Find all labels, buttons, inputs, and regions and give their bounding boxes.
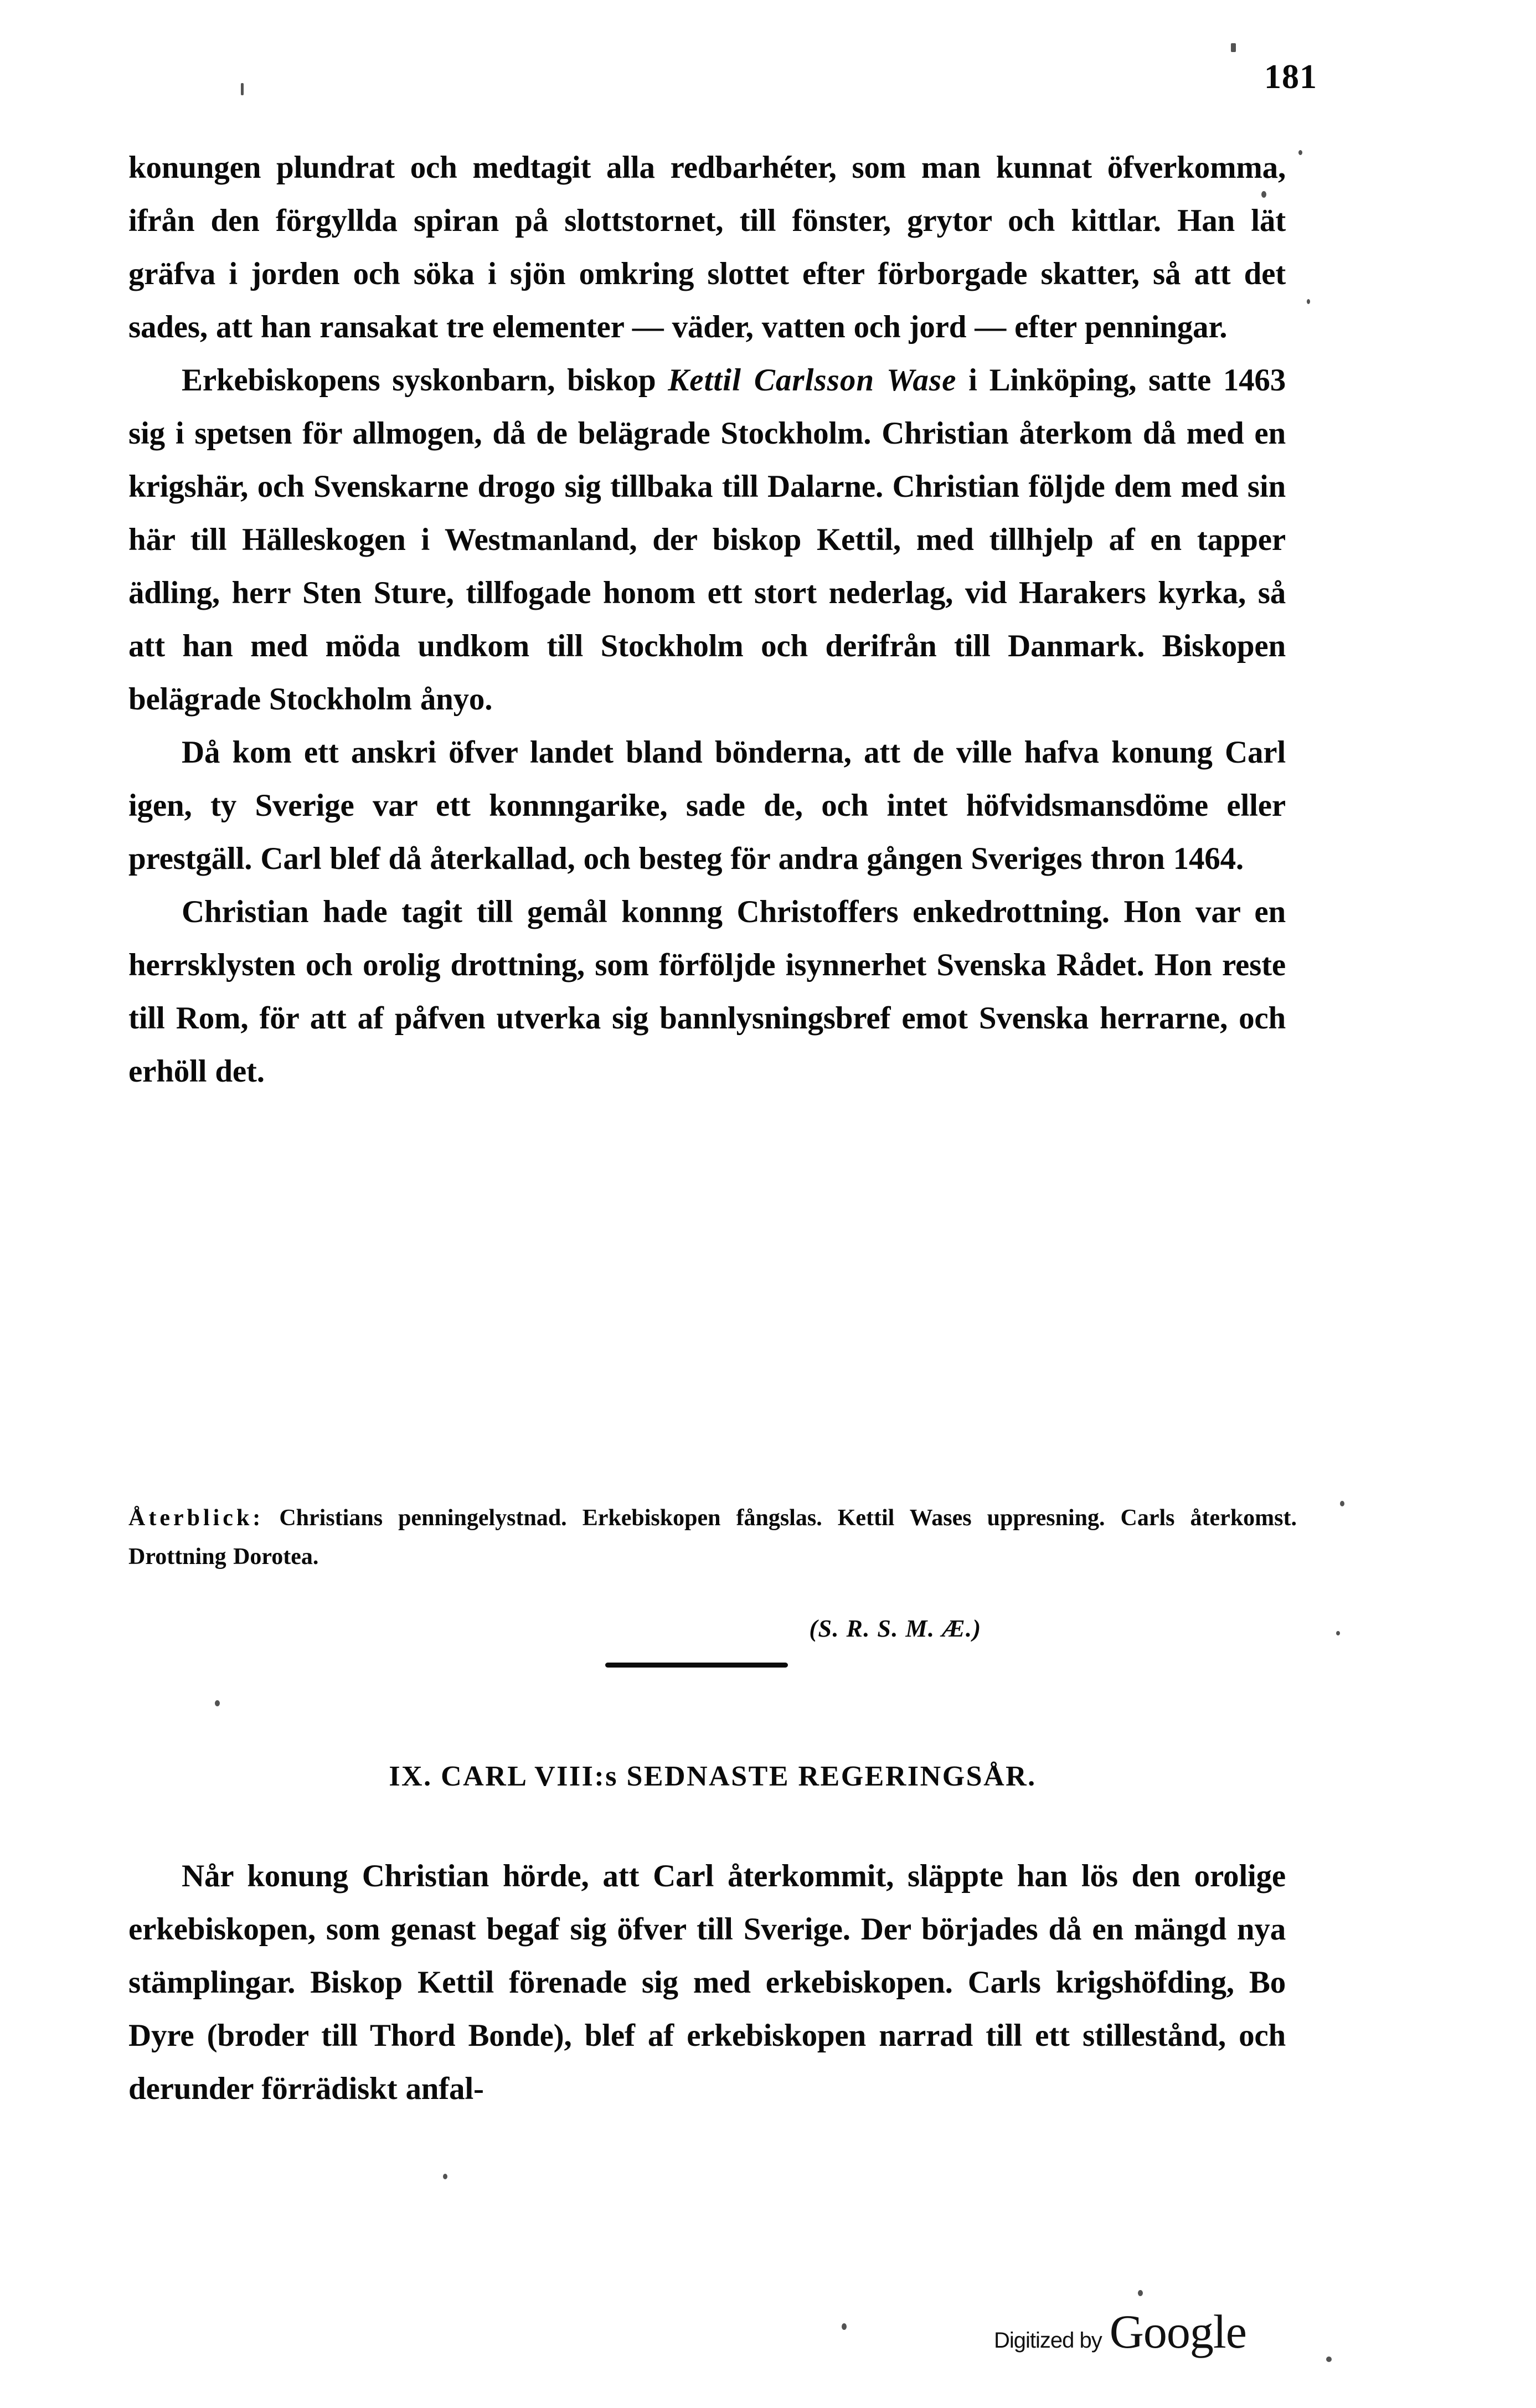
recap-label: Återblick: [128,1505,264,1531]
scan-speck [1307,299,1310,304]
main-text-column [128,141,1286,1098]
paragraph-kettil-lead: Erkebiskopens syskonbarn, biskop [182,363,668,398]
person-name-kettil-carlsson-wase: Kettil Carlsson Wase [668,363,957,398]
paragraph-anskri: Då kom ett anskri öfver landet bland bönderna, att de ville hafva konung Carl igen, ty Sverige var ett konnngarike, sade de, och intet höfvidsmansdöme eller prestgäll. Carl blef då återkallad, och besteg för andra gången Sveriges thron 1464. [128,735,1286,876]
section-divider [605,1663,788,1668]
paragraph-carl-aterkommit: Når konung Christian hörde, att Carl återkommit, släppte han lös den orolige erkebiskopen, som genast begaf sig öfver till Sverige. Der börjades då en mängd nya stämplingar. Biskop Kettil förenade sig med erkebiskopen. Carls krigshöfding, Bo Dyre (broder till Thord Bonde), blef af erkebiskopen narrad till ett stillestånd, och derunder förrädiskt anfal- [128,1859,1286,2106]
scan-speck [1138,2290,1143,2296]
scan-speck [1326,2356,1332,2362]
paragraph-kettil-rest: i Linköping, satte 1463 sig i spetsen för allmogen, då de belägrade Stockholm. Christian återkom då med en krigshär, och Svenskarne drogo sig tillbaka till Dalarne. Christian följde dem med sin här till Hälleskogen i Westmanland, der biskop Kettil, med tillhjelp af en tapper ädling, herr Sten Sture, tillfogade honom ett stort nederlag, vid Harakers kyrka, så att han med möda undkom till Stockholm och derifrån till Danmark. Biskopen belägrade Stockholm ånyo. [128,363,1286,717]
recap-text: Christians penningelystnad. Erkebiskopen fångslas. Kettil Wases uppresning. Carls återkomst. Drottning Dorotea. [128,1505,1297,1570]
scan-speck [241,83,244,95]
digitized-by-google-watermark [994,2304,1246,2359]
source-citation: (S. R. S. M. Æ.) [809,1615,982,1642]
chapter-heading: IX. CARL VIII:s SEDNASTE REGERINGSÅR. [389,1761,1037,1792]
google-wordmark: Google [1109,2305,1246,2358]
scan-speck [1340,1501,1344,1506]
scan-speck [215,1700,220,1706]
scan-speck [842,2323,847,2330]
scan-speck [443,2174,447,2179]
digitized-by-label: Digitized by [994,2328,1102,2353]
paragraph-dorotea: Christian hade tagit till gemål konnng Christoffers enkedrottning. Hon var en herrsklysten och orolig drottning, som förföljde isynnerhet Svenska Rådet. Hon reste till Rom, för att af påfven utverka sig bannlysningsbref emot Svenska herrarne, och erhöll det. [128,894,1286,1089]
scan-speck [1298,150,1302,155]
recap-block [128,1499,1297,1576]
page-number: 181 [1264,58,1317,96]
scan-speck [1231,43,1236,52]
closing-text-column [128,1850,1286,2116]
paragraph-kettil [128,354,1286,726]
paragraph-plunder: konungen plundrat och medtagit alla redbarhéter, som man kunnat öfverkomma, ifrån den förgyllda spiran på slottstornet, till fönster, grytor och kittlar. Han lät gräfva i jorden och söka i sjön omkring slottet efter förborgade skatter, så att det sades, att han ransakat tre elementer — väder, vatten och jord — efter penningar. [128,150,1286,344]
